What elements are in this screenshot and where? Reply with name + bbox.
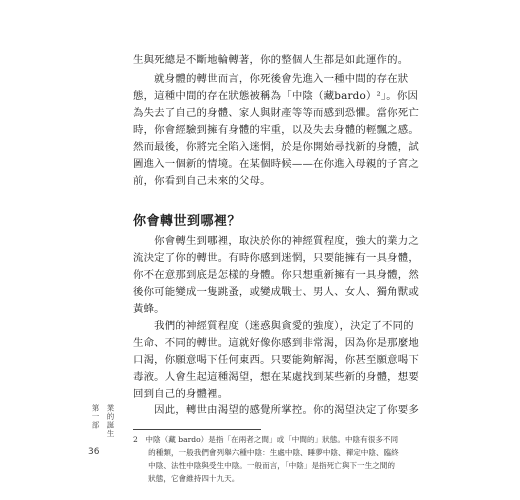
paragraph-5: [133, 402, 419, 419]
running-header: [90, 404, 116, 438]
section-heading: 你會轉世到哪裡？: [133, 214, 242, 229]
text-line: 態，這種中間的存在狀態被稱為「中陰（藏bardo）²」。你因: [133, 90, 419, 102]
paragraph-3: [133, 233, 419, 318]
paragraph-1: [133, 52, 409, 69]
text-line: 為失去了自己的身體、家人與財產等等而感到恐懼。當你死亡: [133, 107, 419, 119]
paragraph-4: [133, 318, 419, 403]
text-line: 黃蜂。: [133, 303, 165, 315]
footnote-line: 2 中陰（藏 bardo）是指「在兩者之間」或「中間的」狀態。中陰有很多不同: [133, 435, 399, 444]
footnote-line: 中陰、法性中陰與受生中陰。一般而言，「中陰」是指死亡與下一生之間的: [133, 461, 395, 470]
text-line: 你會轉生到哪裡，取決於你的神經質程度，強大的業力之: [133, 235, 419, 247]
text-line: 生命、不同的轉世。這就好像你感到非常渴，因為你是那麼地: [133, 337, 419, 349]
text-line: 然而最後，你將完全陷入迷惘，於是你開始尋找新的身體，試: [133, 141, 419, 153]
text-line: 流決定了你的轉世。有時你感到迷惘，只要能擁有一具身體，: [133, 252, 419, 264]
text-line: 生與死總是不斷地輪轉著，你的整個人生都是如此運作的。: [133, 54, 409, 66]
part-label: 第一部: [91, 404, 100, 430]
paragraph-2: [133, 71, 419, 190]
text-line: 前，你看到自己未來的父母。: [133, 175, 271, 187]
text-line: 你不在意那到底是怎樣的身體。你只想重新擁有一具身體，然: [133, 269, 419, 281]
section-title: 業的誕生: [106, 404, 115, 438]
text-line: 後你可能變成一隻跳蚤，或變成戰士、男人、女人、獨角獸或: [133, 286, 419, 298]
footnote: [133, 433, 413, 485]
footnote-line: 的種類，一般我們會列舉六種中陰：生處中陰、睡夢中陰、禪定中陰、臨終: [133, 448, 399, 457]
text-line: 口渴，你願意喝下任何東西。只要能夠解渴，你甚至願意喝下: [133, 354, 419, 366]
text-line: 因此，轉世由渴望的感覺所掌控。你的渴望決定了你要多: [133, 404, 419, 416]
footnote-divider: [133, 429, 261, 430]
text-line: 圖進入一個新的情境。在某個時候——在你進入母親的子宮之: [133, 158, 419, 170]
page-number: 36: [88, 447, 100, 457]
text-line: 就身體的轉世而言，你死後會先進入一種中間的存在狀: [133, 73, 409, 85]
text-line: 我們的神經質程度（迷惑與貪愛的強度），決定了不同的: [133, 320, 414, 332]
footnote-line: 狀態，它會維持四十九天。: [133, 474, 240, 483]
text-line: 時，你會經驗到擁有身體的牢重，以及失去身體的輕飄之感。: [133, 124, 419, 136]
text-line: 回到自己的身體裡。: [133, 388, 229, 400]
text-line: 毒液。人會生起這種渴望，想在某處找到某些新的身體，想要: [133, 371, 419, 383]
